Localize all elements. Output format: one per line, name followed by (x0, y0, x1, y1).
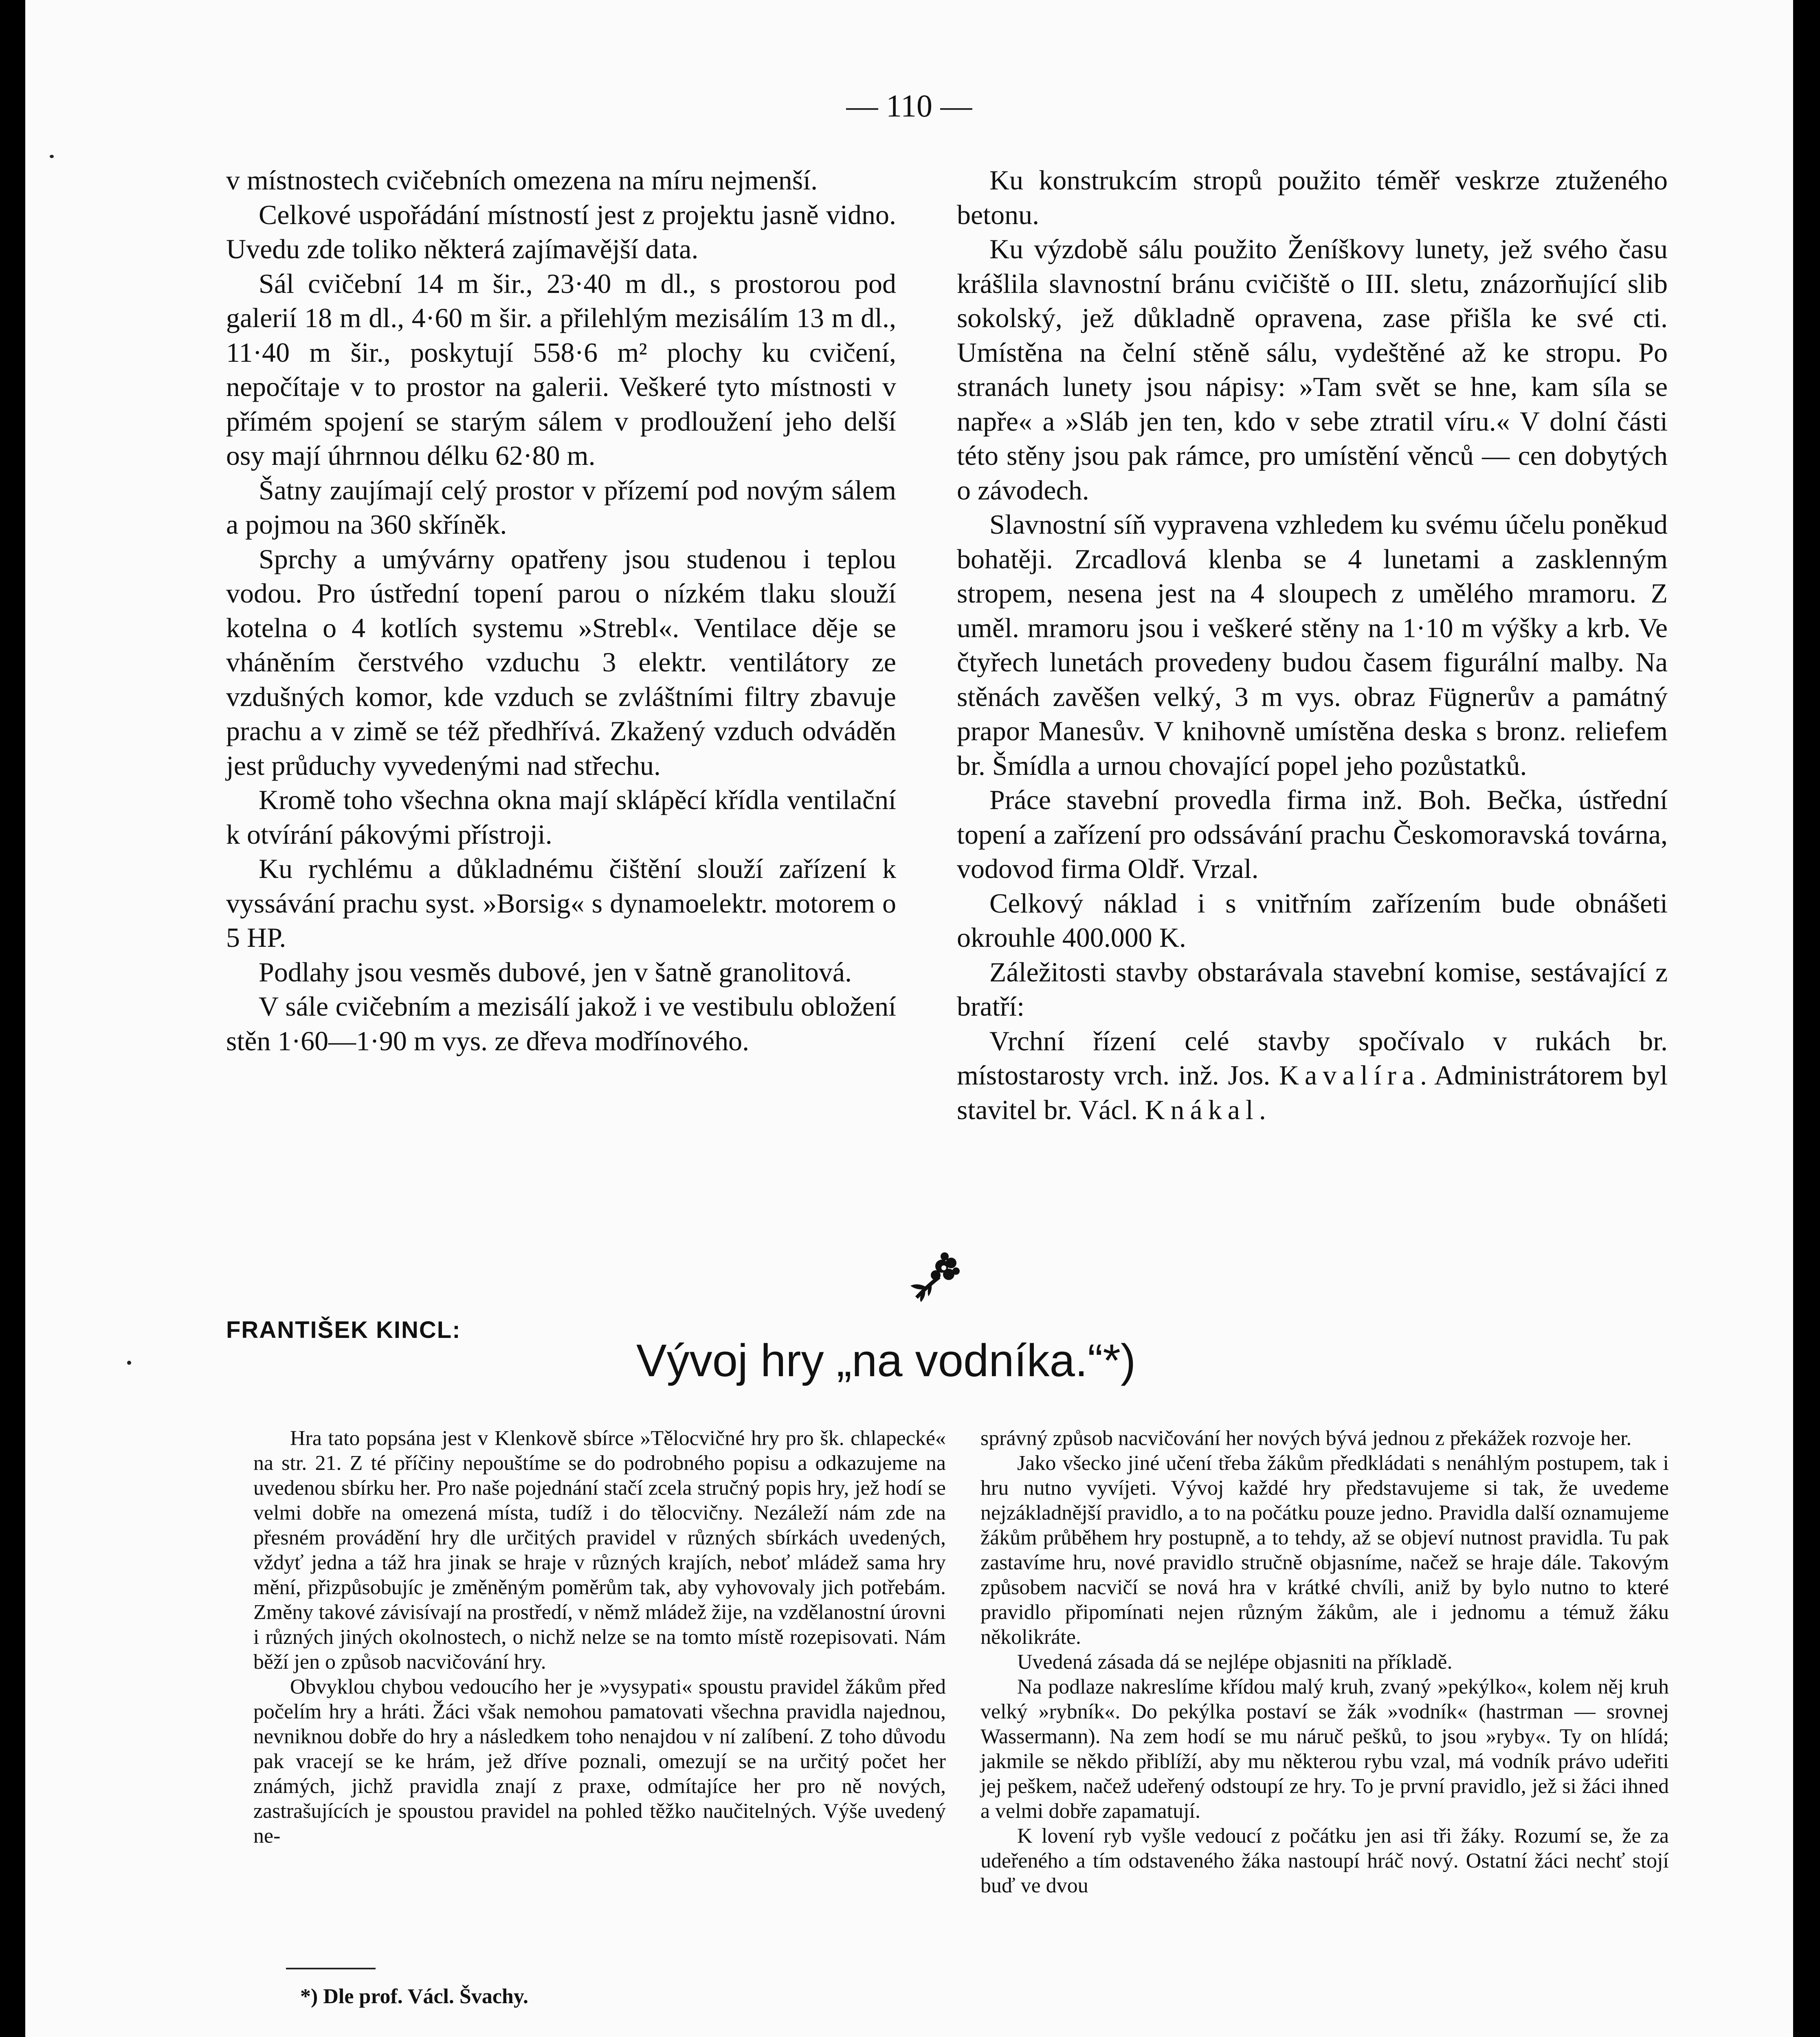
flower-ornament-icon (903, 1251, 964, 1304)
bottom-right-column (980, 1426, 1669, 2037)
paragraph: Kromě toho všechna okna mají sklápěcí křídla ventilační k otvírání pákovými přístroji. (226, 784, 896, 850)
paragraph: Slavnostní síň vypravena vzhledem ku svému účelu poněkud bohatěji. Zrcadlová klenba se 4 lunetami a zasklenným stropem, nesena jest na 4 sloupech z umělého mramoru. Z uměl. mramoru jsou i veškeré stěny na 1·10 m výšky a krb. Ve čtyřech lunetách provedeny budou časem figurální malby. Na stěnách zavěšen velký, 3 m vys. obraz Fügnerův a památný prapor Manesův. V knihovně umístěna deska s bronz. reliefem br. Šmídla a urnou chovající popel jeho pozůstatků. (957, 509, 1668, 781)
paragraph: Sál cvičební 14 m šir., 23·40 m dl., s prostorou pod galerií 18 m dl., 4·60 m šir. a přilehlým mezisálím 13 m dl., 11·40 m šir., poskytují 558·6 m² plochy ku cvičení, nepočítaje v to prostor na galerii. Veškeré tyto místnosti v přímém spojení se starým sálem v prodloužení jeho delší osy mají úhrnnou délku 62·80 m. (226, 268, 896, 471)
paragraph: Obvyklou chybou vedoucího her je »vysypati« spoustu pravidel žákům před počelím hry a hráti. Žáci však nemohou pamatovati všechna pravidla najednou, nevniknou dobře do hry a následkem toho nenajdou v ní zalíbení. Z toho důvodu pak vracejí se ke hrám, jež dříve poznali, omezují se na určitý počet her známých, jichž pravidla znají z praxe, odmítajíce her pro ně nových, zastrašujících je spoustou pravidel na pohled těžko naučitelných. Výše uvedený ne- (253, 1675, 946, 1848)
article-title: Vývoj hry „na vodníka.“*) (636, 1335, 1136, 1386)
text-run: . Administrátorem byl stavitel br. Václ. (957, 1060, 1668, 1125)
paragraph: v místnostech cvičebních omezena na míru nejmenší. (226, 165, 818, 196)
paragraph: Ku konstrukcím stropů použito téměř veskrze ztuženého betonu. (957, 165, 1668, 230)
paragraph: Celkové uspořádání místností jest z projektu jasně vidno. Uvedu zde toliko některá zajímavější data. (226, 199, 896, 264)
paragraph: Podlahy jsou vesměs dubové, jen v šatně granolitová. (259, 956, 852, 988)
bottom-left-column (253, 1426, 946, 1968)
paragraph: Jako všecko jiné učení třeba žákům předkládati s nenáhlým postupem, tak i hru nutno vyvíjeti. Vývoj každé hry představujeme si tak, že uvedeme nejzákladnější pravidlo, a to na počátku pouze jedno. Pravidla další oznamujeme žákům průběhem hry postupně, a to tehdy, až se objeví nutnost pravidla. Tu pak zastavíme hru, nové pravidlo stručně objasníme, načež se hraje dále. Takovým způsobem nacvičí se nová hra v krátké chvíli, aniž by bylo nutno to které pravidlo připomínati nejen různým žákům, ale i jednomu a témuž žáku několikráte. (980, 1452, 1669, 1649)
paragraph: V sále cvičebním a mezisálí jakož i ve vestibulu obložení stěn 1·60—1·90 m vys. ze dřeva modřínového. (226, 991, 896, 1056)
top-right-column (957, 163, 1668, 1226)
page-number: — 110 — (846, 88, 972, 123)
paragraph: Uvedená zásada dá se nejlépe objasniti na příkladě. (1017, 1650, 1453, 1674)
paragraph: Sprchy a umývárny opatřeny jsou studenou i teplou vodou. Pro ústřední topení parou o nízkém tlaku slouží kotelna o 4 kotlích systemu »Strebl«. Ventilace děje se vháněním čerstvého vzduchu 3 elektr. ventilátory ze vzdušných komor, kde vzduch se zvláštními filtry zbavuje prachu a v zimě se též předhřívá. Zkažený vzduch odváděn jest průduchy vyvedenými nad střechu. (226, 543, 896, 781)
top-left-column (226, 163, 896, 1226)
paragraph: Ku rychlému a důkladnému čištění slouží zařízení k vyssávání prachu syst. »Borsig« s dynamoelektr. motorem o 5 HP. (226, 853, 896, 953)
paragraph: Ku výzdobě sálu použito Ženíškovy lunety, jež svého času krášlila slavnostní bránu cvičiště o III. sletu, znázorňující slib sokolský, jež důkladně opravena, zase přišla ke své cti. Umístěna na čelní stěně sálu, vydeštěné až ke stropu. Po stranách lunety jsou nápisy: »Tam svět se hne, kam síla se napře« a »Sláb jen ten, kdo v sebe ztratil víru.« V dolní části této stěny jsou pak rámce, pro umístění věnců — cen dobytých o závodech. (957, 233, 1668, 506)
speck (127, 1361, 131, 1365)
paragraph: správný způsob nacvičování her nových bývá jednou z překážek rozvoje her. (980, 1427, 1632, 1450)
paragraph: Záležitosti stavby obstarávala stavební komise, sestávající z bratří: (957, 956, 1668, 1022)
paragraph-committee (957, 1024, 1668, 1127)
speck (50, 155, 54, 158)
paragraph: Celkový náklad i s vnitřním zařízením bude obnášeti okrouhle 400.000 K. (957, 887, 1668, 953)
paragraph: Hra tato popsána jest v Klenkově sbírce »Tělocvičné hry pro šk. chlapecké« na str. 21. Z té příčiny nepouštíme se do podrobného popisu a odkazujeme na uvedenou sbírku her. Pro naše pojednání stačí zcela stručný popis hry, jež hodí se velmi dobře na omezená místa, tudíž i do tělocvičny. Nezáleží nám zde na přesném provádění hry dle určitých pravidel v různých sbírkách uvedených, vždyť jedna a táž hra jinak se hraje v různých krajích, neboť mládež sama hry mění, přizpůsobujíc je změněným poměrům tak, aby vyhovovaly jich potřebám. Změny takové závisívají na prostředí, v němž mládež žije, na vzdělanostní úrovni i různých jiných okolnostech, o nichž nelze se na tomto místě rozepisovati. Nám běží jen o způsob nacvičování hry. (253, 1427, 946, 1674)
paragraph: K lovení ryb vyšle vedoucí z počátku jen asi tři žáky. Rozumí se, že za udeřeného a tím odstaveného žáka nastoupí hráč nový. Ostatní žáci nechť stojí buď ve dvou (980, 1824, 1669, 1897)
paragraph: Práce stavební provedla firma inž. Boh. Bečka, ústřední topení a zařízení pro odssávání prachu Českomoravská továrna, vodovod firma Oldř. Vrzal. (957, 784, 1668, 884)
document-page (25, 0, 1793, 2037)
footnote-divider (286, 1968, 376, 1969)
name-kavalir: Kavalíra (1279, 1060, 1420, 1091)
text-run: Vrchní řízení celé stavby spočívalo v rukách br. místostarosty vrch. inž. Jos. (957, 1025, 1668, 1091)
text-run: . (1259, 1094, 1266, 1125)
name-knakal: Knákal (1145, 1094, 1259, 1125)
footnote: *) Dle prof. Václ. Švachy. (300, 1985, 528, 2008)
paragraph: Šatny zaujímají celý prostor v přízemí pod novým sálem a pojmou na 360 skříněk. (226, 474, 896, 540)
paragraph: Na podlaze nakreslíme křídou malý kruh, zvaný »pekýlko«, kolem něj kruh velký »rybník«. Do pekýlka postaví se žák »vodník« (hastrman — srovnej Wassermann). Na zem hodí se mu náruč pešků, to jsou »ryby«. Ty on hlídá; jakmile se někdo přiblíží, aby mu některou rybu vzal, má vodník právo udeřiti jej peškem, načež udeřený odstoupí ze hry. To je první pravidlo, jež si žáci ihned a velmi dobře zapamatují. (980, 1675, 1669, 1823)
article-author: FRANTIŠEK KINCL: (226, 1317, 461, 1343)
